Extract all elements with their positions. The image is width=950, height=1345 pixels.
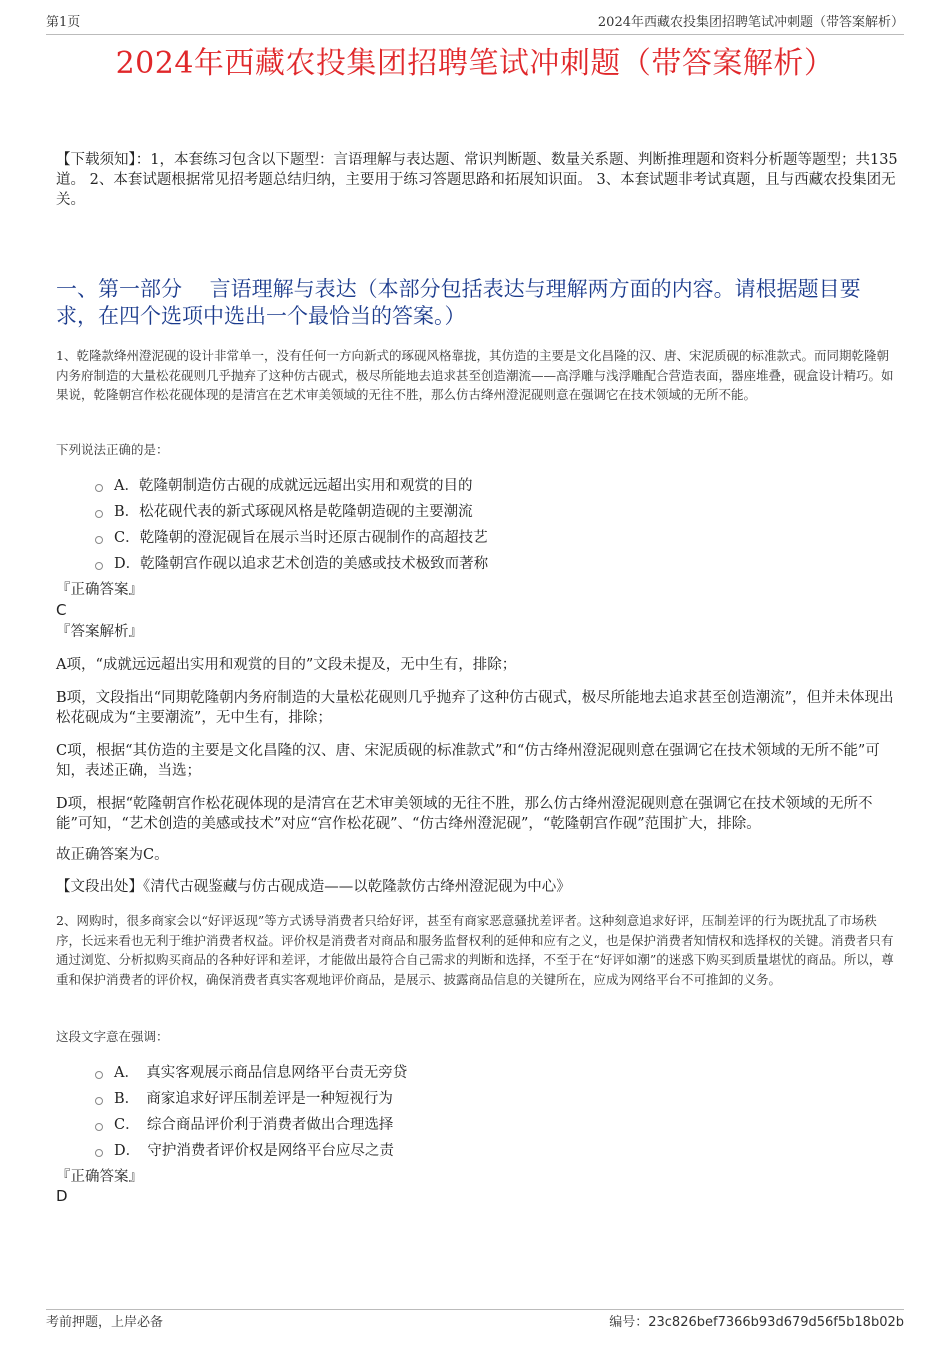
radio-icon[interactable] <box>95 1071 103 1079</box>
radio-icon[interactable] <box>95 1097 103 1105</box>
section-title: 一、第一部分 言语理解与表达（本部分包括表达与理解两方面的内容。请根据题目要求，在四个选项中选出一个最恰当的答案。） <box>56 277 861 328</box>
question-2-stem: 2、网购时，很多商家会以“好评返现”等方式诱导消费者只给好评，甚至有商家恶意骚扰差评者。这种刻意追求好评，压制差评的行为既扰乱了市场秩序，长远来看也无利于维护消费者权益。评价权是消费者对商品和服务监督权利的延伸和应有之义，也是保护消费者知情权和选择权的关键。消费者只有通过浏览、分析拟购买商品的各种好评和差评，才能做出最符合自己需求的判断和选择，不至于在“好评如潮”的迷惑下购买到质量堪忧的商品。所以，尊重和保护消费者的评价权，确保消费者真实客观地评价商品，是展示、披露商品信息的关键所在，应成为网络平台不可推卸的义务。 <box>56 913 894 987</box>
question-1-prompt: 下列说法正确的是： <box>56 442 169 457</box>
question-1-option-a[interactable]: A．乾隆朝制造仿古砚的成就远远超出实用和观赏的目的 <box>95 473 895 499</box>
question-1-stem: 1、乾隆款绛州澄泥砚的设计非常单一，没有任何一方向新式的琢砚风格靠拢，其仿造的主要是文化昌隆的汉、唐、宋泥质砚的标准款式。而同期乾隆朝内务府制造的大量松花砚则几乎抛弃了这种仿古砚式，极尽所能地去追求甚至创造潮流——高浮雕与浅浮雕配合营造表面，器座堆叠，砚盒设计精巧。如果说，乾隆朝宫作松花砚体现的是清宫在艺术审美领域的无往不胜，那么仿古绛州澄泥砚则意在强调它在技术领域的无所不能。 <box>56 348 894 402</box>
question-2-option-c[interactable]: C． 综合商品评价利于消费者做出合理选择 <box>95 1112 895 1138</box>
question-2-option-d[interactable]: D． 守护消费者评价权是网络平台应尽之责 <box>95 1138 895 1164</box>
header-doc-title: 2024年西藏农投集团招聘笔试冲刺题（带答案解析） <box>597 15 904 30</box>
analysis-source: 【文段出处】《清代古砚鉴藏与仿古砚成造——以乾隆款仿古绛州澄泥砚为中心》 <box>56 879 571 895</box>
analysis-item-a: A项，“成就远远超出实用和观赏的目的”文段未提及，无中生有，排除； <box>56 657 517 673</box>
radio-icon[interactable] <box>95 484 103 492</box>
question-1-option-c[interactable]: C．乾隆朝的澄泥砚旨在展示当时还原古砚制作的高超技艺 <box>95 525 895 551</box>
analysis-item-b: B项，文段指出“同期乾隆朝内务府制造的大量松花砚则几乎抛弃了这种仿古砚式，极尽所能地去追求甚至创造潮流”，但并未体现出松花砚成为“主要潮流”，无中生有，排除； <box>56 690 894 726</box>
radio-icon[interactable] <box>95 510 103 518</box>
page-footer <box>46 1309 904 1332</box>
download-notice: 【下载须知】：1，本套练习包含以下题型：言语理解与表达题、常识判断题、数量关系题、判断推理题和资料分析题等题型；共135道。 2、本套试题根据常见招考题总结归纳，主要用于练习答题思路和拓展知识面。 3、本套试题非考试真题，且与西藏农投集团无关。 <box>56 152 898 208</box>
question-1-answer-label: 『正确答案』 <box>56 582 143 598</box>
radio-icon[interactable] <box>95 1123 103 1131</box>
question-2-answer: D <box>56 1187 68 1205</box>
analysis-conclusion: 故正确答案为C。 <box>56 847 169 863</box>
document-title: 2024年西藏农投集团招聘笔试冲刺题（带答案解析） <box>115 46 835 81</box>
analysis-item-d: D项，根据“乾隆朝宫作松花砚体现的是清宫在艺术审美领域的无往不胜，那么仿古绛州澄泥砚则意在强调它在技术领域的无所不能”可知，“艺术创造的美感或技术”对应“宫作松花砚”、“仿古绛州澄泥砚”，“乾隆朝宫作砚”范围扩大，排除。 <box>56 796 873 832</box>
question-1-analysis-label: 『答案解析』 <box>56 624 143 640</box>
question-1-option-d[interactable]: D．乾隆朝宫作砚以追求艺术创造的美感或技术极致而著称 <box>95 551 895 577</box>
question-2-options <box>95 1060 895 1164</box>
question-1-options <box>95 473 895 577</box>
radio-icon[interactable] <box>95 1149 103 1157</box>
question-1-option-b[interactable]: B．松花砚代表的新式琢砚风格是乾隆朝造砚的主要潮流 <box>95 499 895 525</box>
question-1-answer: C <box>56 601 67 619</box>
analysis-item-c: C项，根据“其仿造的主要是文化昌隆的汉、唐、宋泥质砚的标准款式”和“仿古绛州澄泥砚则意在强调它在技术领域的无所不能”可知，表述正确，当选； <box>56 743 880 779</box>
page-header <box>46 14 904 35</box>
question-2-prompt: 这段文字意在强调： <box>56 1029 169 1044</box>
question-2-answer-label: 『正确答案』 <box>56 1169 143 1185</box>
question-2-option-b[interactable]: B． 商家追求好评压制差评是一种短视行为 <box>95 1086 895 1112</box>
footer-slogan: 考前押题，上岸必备 <box>46 1315 164 1330</box>
question-2-option-a[interactable]: A． 真实客观展示商品信息网络平台责无旁贷 <box>95 1060 895 1086</box>
footer-code: 编号：23c826bef7366b93d679d56f5b18b02b <box>609 1315 904 1330</box>
radio-icon[interactable] <box>95 562 103 570</box>
radio-icon[interactable] <box>95 536 103 544</box>
page-number: 第1页 <box>46 15 81 30</box>
